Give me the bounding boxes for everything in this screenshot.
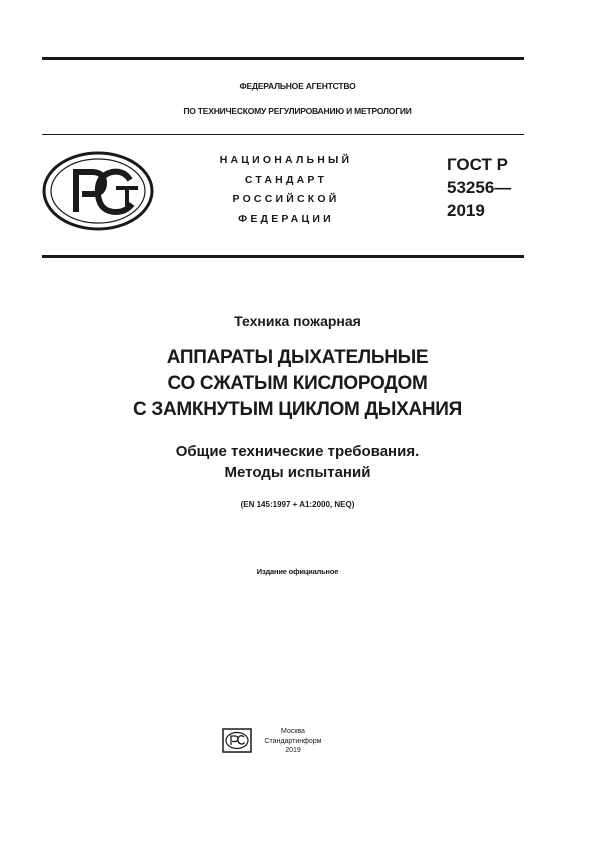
top-rule: [42, 57, 524, 60]
publisher-info: [258, 727, 328, 756]
designation-line-1: ГОСТ Р: [447, 155, 508, 174]
header-rule: [42, 255, 524, 258]
main-title-line-3: С ЗАМКНУТЫМ ЦИКЛОМ ДЫХАНИЯ: [132, 399, 462, 420]
main-title-line-1: АППАРАТЫ ДЫХАТЕЛЬНЫЕ: [166, 347, 429, 368]
designation-line-2: 53256—: [447, 178, 512, 197]
standard-type-line-1: НАЦИОНАЛЬНЫЙ: [219, 154, 353, 166]
standartinform-logo-icon: [222, 728, 252, 753]
standard-type-line-3: РОССИЙСКОЙ: [232, 193, 340, 205]
subtitle: [0, 441, 595, 483]
main-title-line-2: СО СЖАТЫМ КИСЛОРОДОМ: [167, 373, 428, 394]
standard-type-line-2: СТАНДАРТ: [244, 173, 328, 186]
subtitle-line-1: Общие технические требования.: [175, 443, 420, 460]
publisher-year: 2019: [285, 747, 301, 754]
agency-line-2: ПО ТЕХНИЧЕСКОМУ РЕГУЛИРОВАНИЮ И МЕТРОЛОГИИ: [183, 106, 412, 116]
standard-designation: [447, 153, 511, 222]
edition-note: Издание официальное: [256, 567, 339, 576]
designation-line-3: 2019: [447, 201, 485, 220]
agency-rule: [42, 134, 524, 135]
subtitle-line-2: Методы испытаний: [224, 464, 371, 481]
publisher-name: Стандартинформ: [264, 737, 322, 745]
agency-line-1: ФЕДЕРАЛЬНОЕ АГЕНТСТВО: [239, 81, 356, 91]
publisher-city: Москва: [281, 728, 305, 735]
rst-certification-logo-icon: [42, 150, 154, 232]
standard-type: [196, 151, 376, 229]
main-title: [0, 345, 595, 423]
category-title: Техника пожарная: [234, 313, 361, 329]
standard-type-line-4: ФЕДЕРАЦИИ: [238, 212, 334, 225]
reference-standard: (EN 145:1997 + A1:2000, NEQ): [240, 500, 355, 509]
